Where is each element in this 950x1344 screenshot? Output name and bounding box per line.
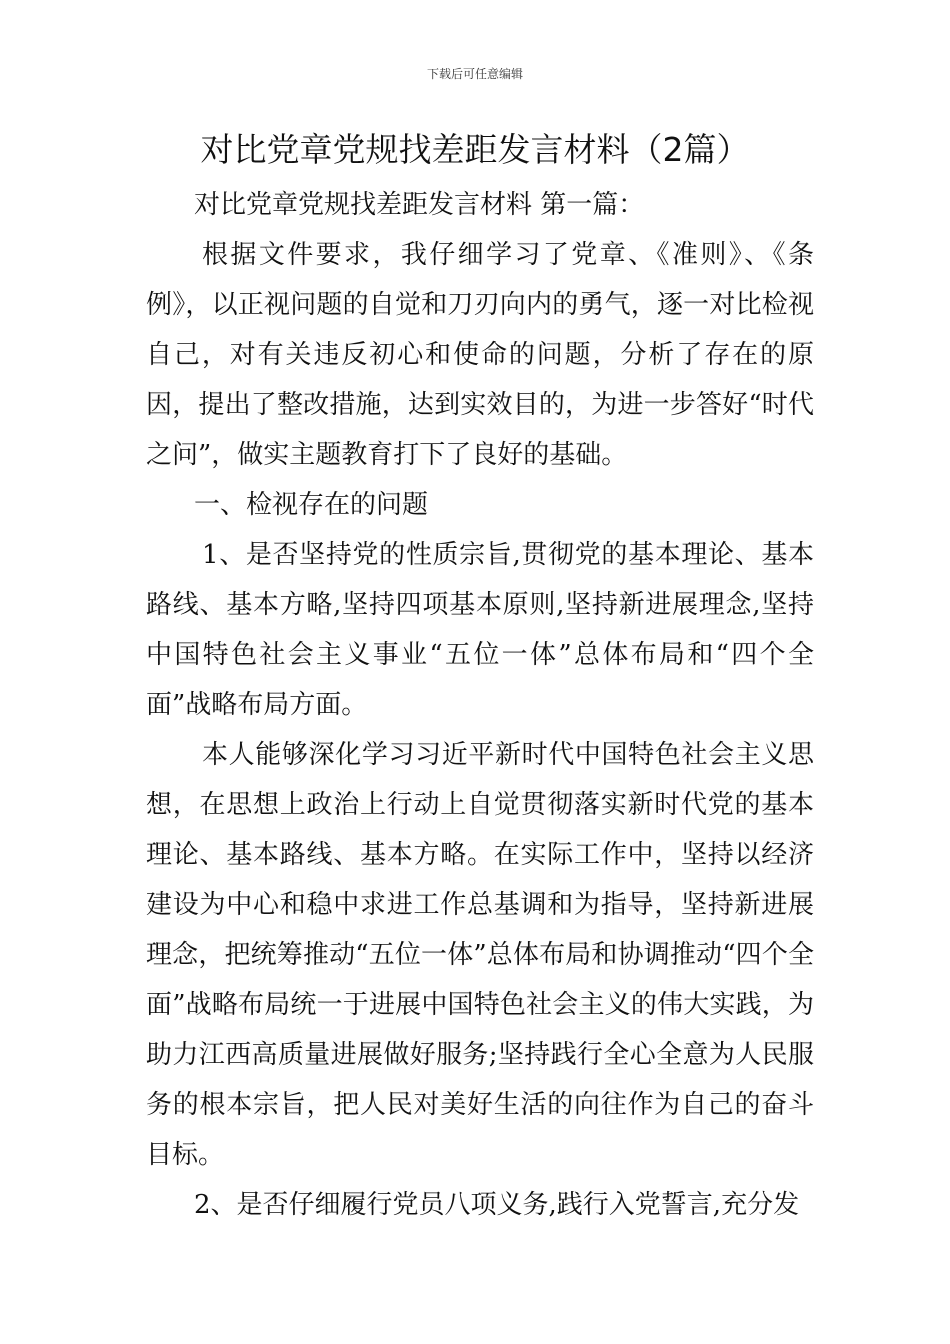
paragraph-self-review: 本人能够深化学习习近平新时代中国特色社会主义思想，在思想上政治上行动上自觉贯彻落实新时代党的基本理论、基本路线、基本方略。在实际工作中，坚持以经济建设为中心和稳中求进工作总基调和为指导，坚持新进展理念，把统筹推动“五位一体”总体布局和协调推动“四个全面”战略布局统一于进展中国特色社会主义的伟大实践，为助力江西高质量进展做好服务;坚持践行全心全意为人民服务的根本宗旨，把人民对美好生活的向往作为自己的奋斗目标。 — [146, 740, 814, 1170]
paragraph-item-2: 2、是否仔细履行党员八项义务,践行入党誓言,充分发 — [194, 1190, 800, 1220]
header-note: 下载后可任意编辑 — [426, 67, 523, 81]
document-body — [146, 180, 814, 1230]
section-heading-problems: 一、检视存在的问题 — [194, 490, 429, 520]
document-title: 对比党章党规找差距发言材料（2篇） — [200, 130, 750, 169]
section-heading-first: 对比党章党规找差距发言材料 第一篇： — [194, 190, 645, 220]
paragraph-intro: 根据文件要求，我仔细学习了党章、《准则》、《条例》，以正视问题的自觉和刀刃向内的勇气，逐一对比检视自己，对有关违反初心和使命的问题，分析了存在的原因，提出了整改措施，达到实效目的，为进一步答好“时代之问”，做实主题教育打下了良好的基础。 — [146, 240, 814, 470]
paragraph-item-1: 1、是否坚持党的性质宗旨,贯彻党的基本理论、基本路线、基本方略,坚持四项基本原则,坚持新进展理念,坚持中国特色社会主义事业“五位一体”总体布局和“四个全面”战略布局方面。 — [146, 540, 814, 720]
